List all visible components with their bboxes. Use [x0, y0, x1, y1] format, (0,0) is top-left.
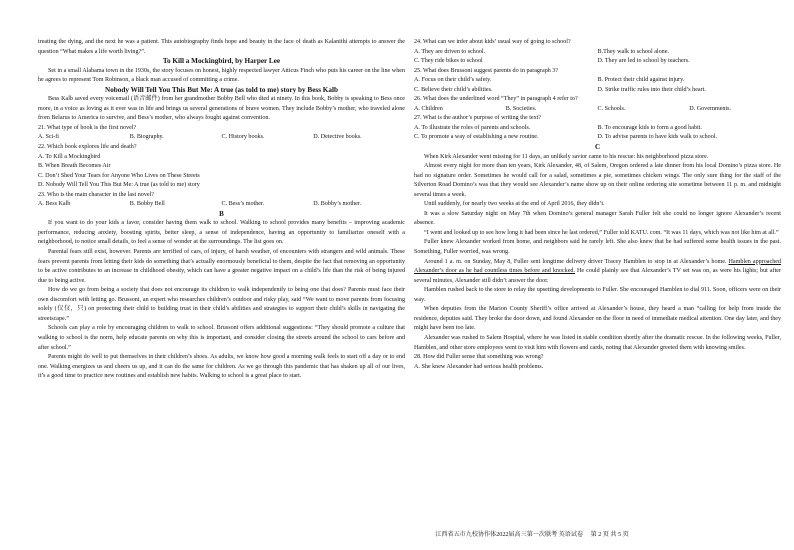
passage-a-continuation: treating the dying, and the next he was a patient. This autobiography finds hope and beauty in the face of death as Kalanithi attempts to answer the question “What makes a life worth living?”. [38, 39, 405, 55]
passage-b-paragraph: Schools can play a role by encouraging children to walk to school. Brussoni offers additional suggestions: “They should promote a culture that walking to school is the norm, help educate parents on why this is important, and consider closing the streets around the school to cars before and after school.” [38, 325, 405, 351]
question-23: 23. Who is the main character in the last novel? [38, 191, 154, 198]
passage-c-paragraph: Hamblen rushed back to the store to relay the upsetting developments to Fuller. She encouraged Hamblen to dial 911. Soon, officers were on their way. [414, 287, 781, 303]
option: C. They ride bikes to school [414, 58, 483, 65]
question-24-options [414, 57, 781, 67]
option: D. Bobby’s mother. [313, 201, 361, 208]
passage-b-paragraph: Parents might do well to put themselves in their children’s shoes. As adults, we know how good a morning walk feels to start off a day or to end one. Walking energizes us and cheers us up, and it can do the same for children. As we go through this pandemic that has shaken up all of our lives, it’s a good time to practice new routines and establish new habits. Walking to school is a great place to start. [38, 354, 405, 380]
option: B. To encourage kids to form a good habit. [597, 124, 702, 131]
book1-title: To Kill a Mockingbird, by Harper Lee [162, 57, 281, 66]
passage-c-paragraph: “I went and looked up to see how long it had been since he last ordered,” Fuller told KATU. com. “It was 11 days, which was not like him at all.” [424, 229, 779, 236]
text-run: He could plainly see that Alexander’s TV set was on, as were his lights; but after several minutes, Alexander still didn’t answer the door. [414, 268, 782, 284]
option: B. Biography. [129, 134, 164, 141]
underlined-sentence: Hamblen approached Alexander’s door as he had countless times before and knocked. [414, 258, 781, 275]
book2-text: Bess Kalb saved every voicemail (语音邮件) from her grandmother Bobby Bell who died at ninety. In this book, Bobby is speaking to Bess once more, in a voice as loving as it ever was in life and brings us several generations of brave women. They include Bobby’s mother, who traveled alone from Belarus to America to survive, and Bess’s mother, who always fought against convention. [38, 96, 405, 122]
option: D. They are led to school by teachers. [597, 58, 690, 65]
question-21: 21. What type of book is the first novel? [38, 124, 137, 131]
option: B.They walk to school alone. [597, 48, 669, 55]
passage-c-paragraph: When deputies from the Marion County Sheriff’s office arrived at Alexander’s house, they heard a man “calling for help from inside the residence, deputies said. They broke the door down, and found Alexander on the floor in need of immediate medical attention. One day later, and they might have been too late. [414, 306, 781, 332]
question-27-options [414, 124, 781, 134]
question-25-options [414, 86, 781, 96]
option: A. Children [414, 105, 443, 112]
option: B. Protect their child against injury. [597, 77, 685, 84]
question-24-options [414, 48, 781, 58]
option: D. Detective books. [313, 134, 362, 141]
question-22: 22. Which book explores life and death? [38, 144, 137, 151]
book1-text: Set in a small Alabama town in the 1930s, the story focuses on honest, highly respected lawyer Atticus Finch who puts his career on the line when he agrees to represent Tom Robinson, a black man accused of committing a crime. [38, 67, 405, 84]
option: D. Governments. [689, 105, 732, 112]
option: C. History books. [221, 134, 265, 141]
footer-title: 江西省五市九校协作体2022届高三第一次联考 英语试卷 [435, 532, 584, 538]
passage-b-paragraph: How do we go from being a society that does not encourage its children to walk independently to being one that does? Parents must face their own discomfort with letting go. Brussoni, an expert who researches children’s outdoor and risky play, said “We want to move parents from focusing solely (仅仅，只) on protecting their child to building trust in their child’s abilities and strategies to support their child’s skills in navigating the streetscape.” [38, 287, 405, 322]
question-21-options [38, 133, 405, 143]
right-column [414, 38, 781, 372]
option: A. To Kill a Mockingbird [38, 153, 101, 160]
question-27: 27. What is the author’s purpose of writing the text? [414, 115, 542, 122]
question-26-options [414, 105, 781, 115]
text-run: Around 1 a. m. on Sunday, May 8, Fuller sent longtime delivery driver Tracey Hamblen to stop in at Alexander’s home. [424, 258, 729, 265]
option: D. Strike traffic rules into their child’s heart. [597, 86, 706, 93]
option: B. Bobby Bell [129, 201, 165, 208]
option: C. To promote a way of establishing a new routine. [414, 134, 539, 141]
passage-b-paragraph: Parental fears still exist, however. Parents are terrified of cars, of injury, of harsh weather, of encounters with strangers and wild animals. These fears prevent parents from letting their kids do something that’s actually enormously beneficial to them, despite the fact that removing an opportunity to be active contributes to an increase in childhood obesity, which can have a greater negative impact on a child’s life than the risk of being injured due to being active. [38, 249, 405, 284]
option: B. When Breath Becomes Air [38, 163, 111, 170]
passage-c-paragraph [414, 258, 781, 287]
passage-c-paragraph: Fuller knew Alexander worked from home, and neighbors said he rarely left. She also knew that he had suffered some health issues in the past. Something, Fuller worried, was wrong. [414, 239, 781, 256]
section-c-heading: C [594, 143, 601, 152]
option: C. Believe their child’s abilities. [414, 86, 493, 93]
option: A. Focus on their child’s safety. [414, 77, 492, 84]
passage-c-paragraph: Until suddenly, for nearly two weeks at the end of April 2016, they didn’t. [424, 201, 605, 208]
option: D. To advise parents to have kids walk to school. [597, 134, 717, 141]
left-column [38, 38, 405, 382]
option: A. She knew Alexander had serious health problems. [414, 363, 544, 370]
question-28: 28. How did Fuller sense that something was wrong? [414, 354, 544, 361]
option: D. Nobody Will Tell You This But Me: A true (as told to me) story [38, 182, 200, 189]
option: C. Don’t Shed Your Tears for Anyone Who Lives on These Streets [38, 172, 200, 179]
section-b-heading: B [219, 209, 224, 218]
option: C. Schools. [597, 105, 626, 112]
book2-title: Nobody Will Tell You This But Me: A true (as told to me) story by Bess Kalb [105, 85, 338, 94]
question-24: 24. What can we infer about kids’ usual way of going to school? [414, 39, 571, 45]
option: A. They are driven to school. [414, 48, 486, 55]
passage-c-paragraph: Almost every night for more than ten years, Kirk Alexander, 48, of Salem, Oregon ordered a late dinner from his local Domino’s pizza store. He had no signature order. Sometimes he would call for a salad, sometimes a pie, sometimes chicken wings. The only sure thing for the staff of the Silverton Road Domino’s was that they would see Alexander’s name show up on their online ordering site sometime between 11 p. m. and midnight several times a week. [414, 163, 781, 198]
question-27-options [414, 133, 781, 143]
option: A. Sci-fi [38, 134, 59, 141]
option: C. Bess’s mother. [221, 201, 265, 208]
option: A. To illustrate the roles of parents and schools. [414, 124, 531, 131]
passage-c-paragraph: Alexander was rushed to Salem Hospital, where he was listed in stable condition shortly after the dramatic rescue. In the following weeks, Fuller, Hamblen, and other store employees went to visit him with flowers and cards, noting that Alexander greeted them with knowing smiles. [414, 334, 781, 351]
question-25-options [414, 76, 781, 86]
passage-c-paragraph: It was a slow Saturday night on May 7th when Domino’s general manager Sarah Fuller felt she could no longer ignore Alexander’s recent absence. [414, 210, 781, 227]
option: B. Societies. [505, 105, 537, 112]
passage-c-paragraph: When Kirk Alexander went missing for 11 days, an unlikely savior came to his rescue: his neighborhood pizza store. [424, 153, 709, 160]
page-footer [0, 531, 794, 540]
option: A. Bess Kalb [38, 201, 71, 208]
question-25: 25. What does Brussoni suggest parents do in paragraph 3? [414, 67, 559, 74]
passage-b-paragraph: If you want to do your kids a favor, consider having them walk to school. Walking to school provides many benefits – improving academic performance, reducing anxiety, boosting spirits, better sleep, a sense of independence, having an opportunity to familiarize oneself with a neighborhood, to notice small details, to feel a sense of wonder at the surroundings. The list goes on. [38, 220, 405, 246]
question-26: 26. What does the underlined word “They” in paragraph 4 refer to? [414, 96, 578, 103]
question-23-options [38, 200, 405, 210]
footer-page-number: 第 2 页 共 5 页 [590, 532, 629, 538]
